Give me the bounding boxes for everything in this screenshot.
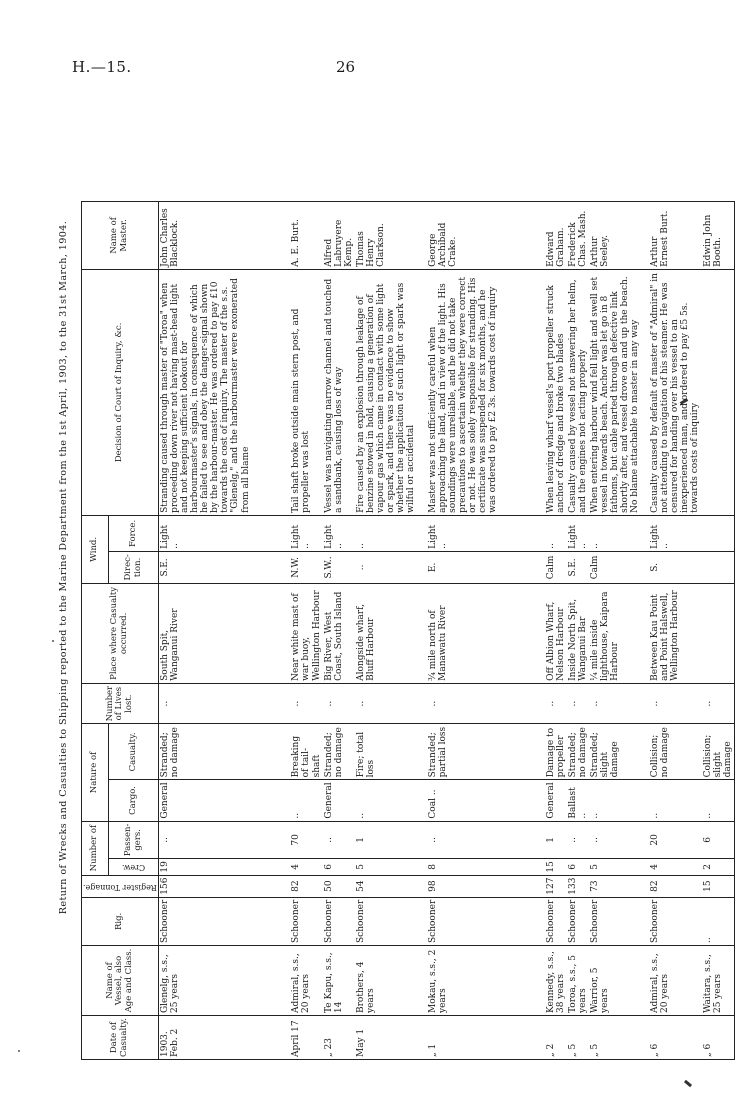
- cell-casualty: Stranded; no damage: [158, 724, 290, 780]
- cell-tonnage: 98: [427, 875, 545, 897]
- cell-crew: 19: [158, 859, 290, 875]
- cell-decision: Vessel was navigating narrow channel and touched a sandbank, causing loss of way: [323, 269, 355, 515]
- cell-passengers: ..: [567, 821, 589, 859]
- cell-crew: 15: [545, 859, 567, 875]
- cell-tonnage: 82: [649, 875, 701, 897]
- cell-vessel: Warrior, 5 years: [589, 946, 649, 1016]
- table-row: [158, 201, 290, 1059]
- table-row: [290, 201, 322, 1059]
- table-row: [323, 201, 355, 1059]
- cell-cargo: General: [158, 780, 290, 821]
- col-lives-lost: Number of Lives lost.: [82, 683, 159, 724]
- cell-place: Off Albion Wharf, Nelson Harbour: [545, 583, 567, 683]
- cell-lives: ..: [702, 683, 735, 724]
- cell-cargo: ..: [702, 780, 735, 821]
- cell-date: April 17: [290, 1016, 322, 1060]
- cell-rig: Schooner: [290, 897, 322, 945]
- cell-casualty: Collision; slight damage: [702, 724, 735, 780]
- cell-master: John Charles Blacklock.: [158, 201, 290, 269]
- cell-vessel: Admiral, s.s., 20 years: [290, 946, 322, 1016]
- col-date: Date of Casualty.: [82, 1016, 159, 1060]
- col-cargo: Cargo.: [109, 780, 159, 821]
- col-tonnage-label: Register Tonnage.: [83, 882, 157, 892]
- cell-rig: Schooner: [158, 897, 290, 945]
- cell-tonnage: 15: [702, 875, 735, 897]
- cell-master: Edwin John Booth.: [702, 201, 735, 269]
- cell-casualty: Stranded; partial loss: [427, 724, 545, 780]
- cell-force: ..: [589, 515, 649, 551]
- cell-place: Inside North Spit, Wanganui Bar: [567, 583, 589, 683]
- cell-master: Alfred Labruyere Kemp.: [323, 201, 355, 269]
- title-text: Return of Wrecks and Casualties to Shipping reported to the Marine Department from the 1st April, 1903, to the 31st March, 1904.: [58, 220, 69, 915]
- cell-vessel: Brothers, 4 years: [355, 946, 427, 1016]
- cell-vessel: Toroa, s.s., 5 years: [567, 946, 589, 1016]
- cell-cargo: ..: [355, 780, 427, 821]
- cell-cargo: Coal ..: [427, 780, 545, 821]
- col-crew-label: Crew.: [122, 863, 146, 873]
- cell-lives: ..: [158, 683, 290, 724]
- cell-crew: 6: [323, 859, 355, 875]
- cell-lives: ..: [567, 683, 589, 724]
- cell-decision: Master was not sufficiently careful when approaching the land, and in view of the light. His soundings were unreliable, and he did not take precautions to ascertain whether they were correct or not. He was solely responsible for stranding. His certificate was suspended for six months, and he was ordered to pay £2 3s. towards cost of inquiry: [427, 269, 545, 515]
- cell-place: South Spit, Wanganui River: [158, 583, 290, 683]
- cell-passengers: ..: [323, 821, 355, 859]
- cell-cargo: General: [545, 780, 567, 821]
- cell-vessel: Kennedy, s.s., 38 years: [545, 946, 567, 1016]
- cell-rig: Schooner: [649, 897, 701, 945]
- cell-date: „ 1: [427, 1016, 545, 1060]
- col-passengers: Passen-gers.: [109, 821, 159, 859]
- scan-dot: [18, 1050, 20, 1052]
- scan-mark: [684, 1080, 692, 1087]
- cell-passengers: 1: [355, 821, 427, 859]
- cell-direction: [702, 551, 735, 583]
- cell-place: Near white mast of war buoy, Wellington Harbour: [290, 583, 322, 683]
- cell-direction: S.W..: [323, 551, 355, 583]
- cell-direction: E.: [427, 551, 545, 583]
- cell-decision: [702, 269, 735, 515]
- cell-tonnage: 133: [567, 875, 589, 897]
- cell-decision: Casualty caused by vessel not answering her helm, and the engines not acting properly: [567, 269, 589, 515]
- cell-lives: ..: [545, 683, 567, 724]
- cell-lives: ..: [589, 683, 649, 724]
- col-decision: Decision of Court of Inquiry, &c.: [82, 269, 159, 515]
- table-row: [649, 201, 701, 1059]
- cell-place: Big River, West Coast, South Island: [323, 583, 355, 683]
- cell-vessel: Admiral, s.s., 20 years: [649, 946, 701, 1016]
- cell-date: „ 2: [545, 1016, 567, 1060]
- cell-lives: ..: [290, 683, 322, 724]
- cell-rig: Schooner: [427, 897, 545, 945]
- cell-casualty: Damage to propeller: [545, 724, 567, 780]
- cell-rig: Schooner: [545, 897, 567, 945]
- cell-lives: ..: [355, 683, 427, 724]
- cell-cargo: ..: [649, 780, 701, 821]
- cell-tonnage: 156: [158, 875, 290, 897]
- cell-lives: ..: [649, 683, 701, 724]
- cell-crew: 2: [702, 859, 735, 875]
- cell-passengers: 1: [545, 821, 567, 859]
- cell-rig: Schooner: [355, 897, 427, 945]
- cell-tonnage: 73: [589, 875, 649, 897]
- cell-place: ¼ mile inside lighthouse, Kaipara Harbour: [589, 583, 649, 683]
- cell-decision: When leaving wharf vessel's port propeller struck anchor of dredge and broke two blades: [545, 269, 567, 515]
- cell-date: „ 5: [589, 1016, 649, 1060]
- cell-date: „ 5: [567, 1016, 589, 1060]
- col-direction: Direc-tion.: [109, 551, 159, 583]
- col-place: Place where Casualty occurred.: [82, 583, 159, 683]
- cell-master: A. E. Burt.: [290, 201, 322, 269]
- cell-cargo: Ballast ..: [567, 780, 589, 821]
- cell-direction: Calm: [589, 551, 649, 583]
- cell-force: Light ..: [323, 515, 355, 551]
- table-row: [355, 201, 427, 1059]
- cell-force: Light ..: [290, 515, 322, 551]
- col-tonnage: [82, 875, 159, 897]
- cell-force: [702, 515, 735, 551]
- cell-passengers: 6: [702, 821, 735, 859]
- document-reference: H.—15.: [72, 58, 132, 76]
- cell-place: Between Kau Point and Point Halswell, Wellington Harbour: [649, 583, 701, 683]
- rotated-table-region: [55, 75, 733, 1060]
- casualty-table: [81, 201, 735, 1060]
- cell-place: ¾ mile north of Manawatu River: [427, 583, 545, 683]
- cell-decision: Casualty caused by default of master of "Admiral" in not attending to navigation of his steamer. He was censured for handing over his vessel to an inexperienced man, and ordered to pay £5 5s. towards costs of inquiry: [649, 269, 701, 515]
- cell-crew: 4: [649, 859, 701, 875]
- scan-dot: [52, 640, 54, 642]
- cell-direction: Calm: [545, 551, 567, 583]
- cell-tonnage: 127: [545, 875, 567, 897]
- cell-casualty: Stranded; slight damage: [589, 724, 649, 780]
- cell-rig: Schooner: [589, 897, 649, 945]
- cell-crew: 5: [355, 859, 427, 875]
- cell-rig: Schooner: [567, 897, 589, 945]
- cell-place: [702, 583, 735, 683]
- cell-decision: Fire caused by an explosion through leakage of benzine stowed in hold, causing a generation of vapour gas which came in contact with some light or spark, and there was no evidence to show whether the application of such light or spark was wilful or accidental: [355, 269, 427, 515]
- col-nature-of: Nature of: [82, 724, 109, 821]
- cell-date: „ 6: [702, 1016, 735, 1060]
- col-vessel: Name of Vessel, also Age and Class.: [82, 946, 159, 1016]
- table-row: [702, 201, 735, 1059]
- cell-passengers: 70: [290, 821, 322, 859]
- cell-tonnage: 82: [290, 875, 322, 897]
- col-master: Name of Master.: [82, 201, 159, 269]
- cell-passengers: 20: [649, 821, 701, 859]
- cell-force: Light ..: [567, 515, 589, 551]
- cell-direction: S.E.: [158, 551, 290, 583]
- cell-lives: ..: [323, 683, 355, 724]
- col-rig: Rig.: [82, 897, 159, 945]
- page-number: 26: [336, 58, 356, 76]
- cell-place: Alongside wharf, Bluff Harbour: [355, 583, 427, 683]
- cell-crew: 8: [427, 859, 545, 875]
- cell-tonnage: 54: [355, 875, 427, 897]
- cell-casualty: Breaking of tail-shaft: [290, 724, 322, 780]
- col-crew: [109, 859, 159, 875]
- cell-cargo: ..: [589, 780, 649, 821]
- cell-crew: 6: [567, 859, 589, 875]
- col-force: Force.: [109, 515, 159, 551]
- cell-master: Thomas Henry Clarkson.: [355, 201, 427, 269]
- cell-master: George Archibald Crake.: [427, 201, 545, 269]
- col-wind: Wind.: [82, 515, 109, 583]
- cell-force: Light ..: [427, 515, 545, 551]
- cell-casualty: Stranded; no damage: [567, 724, 589, 780]
- cell-cargo: General: [323, 780, 355, 821]
- cell-force: Light ..: [158, 515, 290, 551]
- cell-rig: Schooner: [323, 897, 355, 945]
- cell-vessel: Waitara, s.s., 25 years: [702, 946, 735, 1016]
- cell-date: May 1: [355, 1016, 427, 1060]
- cell-direction: ..: [355, 551, 427, 583]
- table-row: [589, 201, 649, 1059]
- cell-master: Edward Graham.: [545, 201, 567, 269]
- cell-lives: ..: [427, 683, 545, 724]
- cell-vessel: Te Kapu, s.s., 14: [323, 946, 355, 1016]
- cell-date: „ 23: [323, 1016, 355, 1060]
- cell-date: 1903. Feb. 2: [158, 1016, 290, 1060]
- cell-decision: When entering harbour wind fell light and swell set vessel in towards beach. Anchor was let go in 8 fathoms, but cable parted through defective link shortly after, and vessel drove on and up the beach. No blame attachable to master in any way: [589, 269, 649, 515]
- cell-force: ..: [545, 515, 567, 551]
- cell-casualty: Stranded; no damage: [323, 724, 355, 780]
- cell-decision: Stranding caused through master of "Toroa" when proceeding down river not having mast-head light and not keeping sufficient lookout for harbourmaster's signals, in consequence of which he failed to see and obey the danger-signal shown by the harbour-master. He was ordered to pay £10 towards the cost of inquiry. The master of the s.s. "Glenelg," and the harbourmaster were exonerated from all blame: [158, 269, 290, 515]
- table-title: [55, 75, 69, 1060]
- cell-direction: N.W.: [290, 551, 322, 583]
- cell-crew: 4: [290, 859, 322, 875]
- col-casualty: Casualty.: [109, 724, 159, 780]
- cell-passengers: ..: [589, 821, 649, 859]
- col-number-of: Number of: [82, 821, 109, 875]
- cell-crew: 5: [589, 859, 649, 875]
- cell-passengers: ..: [158, 821, 290, 859]
- cell-casualty: Collision; no damage: [649, 724, 701, 780]
- cell-direction: S.E.: [567, 551, 589, 583]
- cell-vessel: Mokau, s.s., 2 years: [427, 946, 545, 1016]
- table-row: [427, 201, 545, 1059]
- cell-vessel: Glenelg, s.s., 25 years: [158, 946, 290, 1016]
- cell-decision: Tail shaft broke outside main stern post, and propeller was lost: [290, 269, 322, 515]
- table-row: [567, 201, 589, 1059]
- table-row: [545, 201, 567, 1059]
- cell-casualty: Fire; total loss: [355, 724, 427, 780]
- cell-cargo: ..: [290, 780, 322, 821]
- cell-force: Light ..: [649, 515, 701, 551]
- cell-passengers: ..: [427, 821, 545, 859]
- cell-direction: S.: [649, 551, 701, 583]
- cell-rig: ..: [702, 897, 735, 945]
- cell-master: Arthur Ernest Burt.: [649, 201, 701, 269]
- cell-master: Frederick Chas. Mash.: [567, 201, 589, 269]
- cell-tonnage: 50: [323, 875, 355, 897]
- cell-master: Arthur Seeley.: [589, 201, 649, 269]
- cell-force: ..: [355, 515, 427, 551]
- cell-date: „ 6: [649, 1016, 701, 1060]
